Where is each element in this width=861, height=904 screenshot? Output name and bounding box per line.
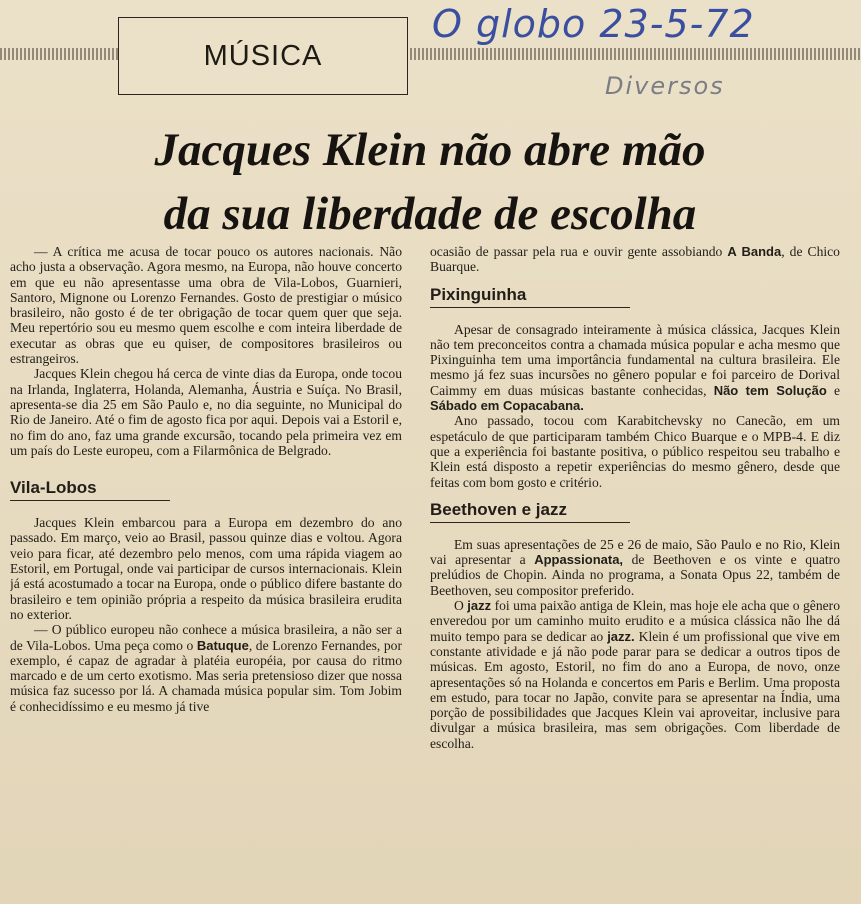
- headline-line-2: da sua liberdade de escolha: [163, 188, 697, 240]
- paragraph: Jacques Klein chegou há cerca de vinte dias da Europa, onde tocou na Irlanda, Inglaterra, Holanda, Alemanha, Áustria e Suíça. No Brasil, apresenta-se dia 25 em São Paulo e, no dia seguinte, no Municipal do Rio de Janeiro. Até o fim de agosto fica por aqui. Depois vai a Estoril e, no fim do ano, faz uma grande excursão, tocando pela primeira vez em um país do Leste europeu, com a Filarmônica de Belgrado.: [10, 366, 402, 458]
- paragraph: Em suas apresentações de 25 e 26 de maio, São Paulo e no Rio, Klein vai apresentar a Appassionata, de Beethoven e os vinte e quatro prelúdios de Chopin. Ainda no programa, a Sonata Opus 22, também de Beethoven, seu compositor preferido.: [430, 536, 840, 598]
- paragraph: O jazz foi uma paixão antiga de Klein, mas hoje ele acha que o gênero enveredou por um caminho muito erudito e a música clássica não lhe dá muito tempo para se dedicar ao jazz. Klein é um profissional que vive em constante atividade e já não pode parar para se dedicar a outros tipos de músicas. Em agosto, Estoril, no fim do ano a Europa, de novo, onze apresentações só na Holanda e concertos em Paris e Berlim. Uma proposta em estudo, para tocar no Japão, convite para se apresentar na Índia, uma porção de possibilidades que Jacques Klein vai aproveitar, inclusive para divulgar a música brasileira, mas sem obrigações. Com liberdade de escolha.: [430, 598, 840, 751]
- subheading-beethoven-jazz: Beethoven e jazz: [430, 500, 630, 523]
- subheading-pixinguinha: Pixinguinha: [430, 285, 630, 308]
- paragraph: — A crítica me acusa de tocar pouco os autores nacionais. Não acho justa a observação. Agora mesmo, na Europa, não houve concerto em que eu não apresentasse uma obra de Vila-Lobos, Guarnieri, Santoro, Mignone ou Lorenzo Fernandes. Gosto de prestigiar o músico brasileiro, não gosto é de ter obrigação de tocar quem quer que seja. Meu repertório sou eu mesmo quem escolhe e com inteira liberdade de executar as obras que eu quiser, de compositores brasileiros ou estrangeiros.: [10, 244, 402, 367]
- handwritten-category: Diversos: [605, 72, 725, 100]
- paragraph: Apesar de consagrado inteiramente à música clássica, Jacques Klein não tem preconceitos contra a chamada música popular e acha mesmo que Pixinguinha tem uma importância fundamental na cultura brasileira. Ele mesmo já fez suas incursões no gênero popular e foi parceiro de Dorival Caimmy em duas músicas bastante conhecidas, Não tem Solução e Sábado em Copacabana.: [430, 321, 840, 414]
- right-column: [430, 244, 840, 904]
- paragraph: — O público europeu não conhece a música brasileira, a não ser a de Vila-Lobos. Uma peça como o Batuque, de Lorenzo Fernandes, por exemplo, é capaz de agradar à platéia européia, por causa do ritmo marcado e de um certo exotismo. Mas seria pretensioso dizer que nossa música faz sucesso por lá. A chamada música popular sim. Tom Jobim é conhecidíssimo e eu mesmo já tive: [10, 622, 402, 714]
- paragraph: ocasião de passar pela rua e ouvir gente assobiando A Banda, de Chico Buarque.: [430, 244, 840, 275]
- left-column: [10, 244, 402, 904]
- paragraph: Jacques Klein embarcou para a Europa em dezembro do ano passado. Em março, veio ao Brasil, passou quinze dias e voltou. Agora veio para ficar, até dezembro pelo menos, com uma rápida viagem ao Estoril, em Portugal, onde vai participar de cursos internacionais. Klein já está acostumado a tocar na Europa, onde o público difere bastante do brasileiro e tem opinião própria a respeito da música brasileira erudita no exterior.: [10, 515, 402, 622]
- header-rule-left: [0, 48, 118, 60]
- subheading-vila-lobos: Vila-Lobos: [10, 478, 170, 501]
- handwritten-source-date: O globo 23-5-72: [432, 2, 755, 46]
- section-header-box: [118, 17, 408, 95]
- headline-line-1: Jacques Klein não abre mão: [154, 124, 706, 176]
- paragraph: Ano passado, tocou com Karabitchevsky no Canecão, em um espetáculo de que participaram também Chico Buarque e o MPB-4. E diz que a experiência foi bastante positiva, o público respeitou seu trabalho e Klein está disposto a repetir experiências do mesmo gênero, desde que feitas com bom gosto e critério.: [430, 413, 840, 490]
- section-label: MÚSICA: [203, 39, 323, 72]
- header-rule-right: [410, 48, 861, 60]
